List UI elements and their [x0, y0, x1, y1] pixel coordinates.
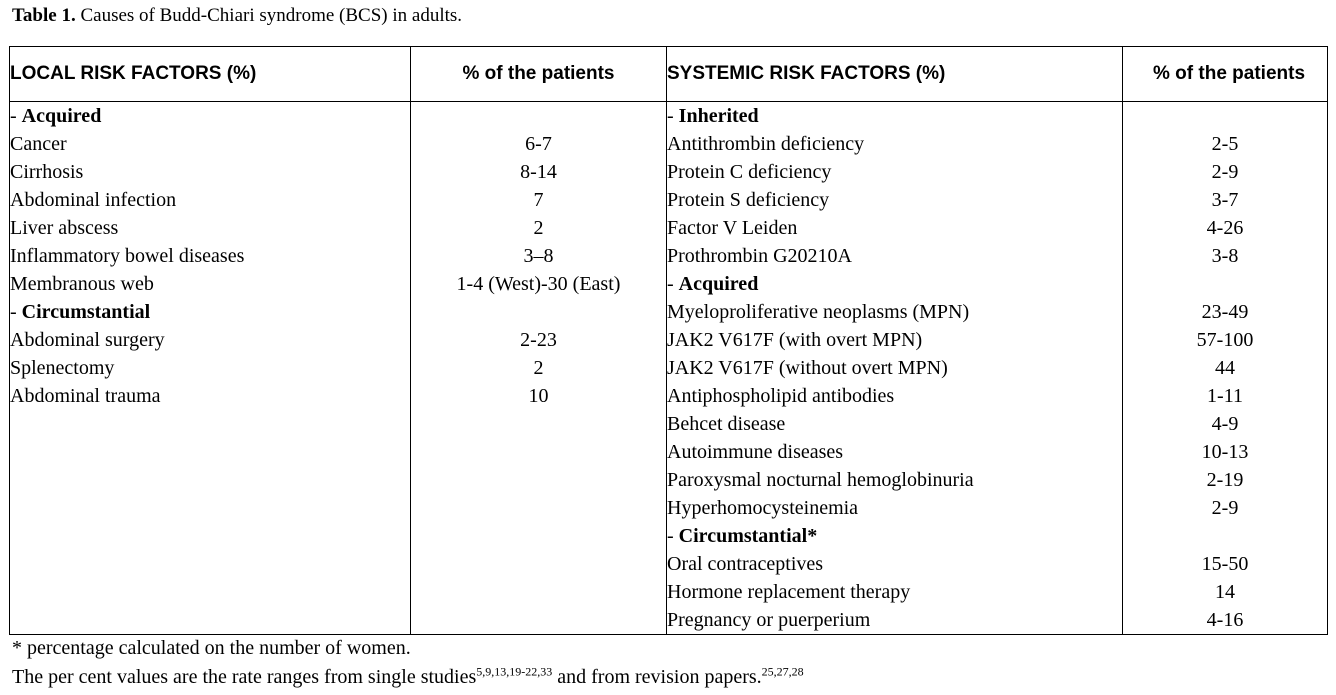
- right-risk-factor-cell: Antiphospholipid antibodies: [667, 382, 1123, 410]
- table-row: [10, 438, 1328, 466]
- right-risk-factor-cell: Oral contraceptives: [667, 550, 1123, 578]
- right-percent-cell: 2-9: [1123, 494, 1328, 522]
- right-percent-cell: 2-5: [1123, 130, 1328, 158]
- table-row: [10, 130, 1328, 158]
- left-category-cell: [10, 102, 411, 131]
- left-risk-factor-cell: Abdominal infection: [10, 186, 411, 214]
- left-risk-factor-cell: Abdominal surgery: [10, 326, 411, 354]
- right-risk-factor-cell: Myeloproliferative neoplasms (MPN): [667, 298, 1123, 326]
- category-label: Inherited: [678, 105, 759, 127]
- right-risk-factor-cell: Antithrombin deficiency: [667, 130, 1123, 158]
- table-body: [10, 102, 1328, 635]
- right-percent-cell: [1123, 102, 1328, 131]
- right-percent-cell: 3-7: [1123, 186, 1328, 214]
- right-percent-cell: [1123, 522, 1328, 550]
- right-percent-cell: 15-50: [1123, 550, 1328, 578]
- left-risk-factor-cell: [10, 606, 411, 635]
- right-category-cell: [667, 270, 1123, 298]
- left-percent-cell: 6-7: [411, 130, 667, 158]
- header-systemic-risk-factors: SYSTEMIC RISK FACTORS (%): [667, 47, 1123, 102]
- table-caption-label: Table 1.: [12, 5, 76, 26]
- left-risk-factor-cell: [10, 578, 411, 606]
- category-dash: -: [667, 105, 679, 127]
- left-percent-cell: [411, 522, 667, 550]
- left-percent-cell: [411, 410, 667, 438]
- left-risk-factor-cell: Cirrhosis: [10, 158, 411, 186]
- left-risk-factor-cell: Liver abscess: [10, 214, 411, 242]
- table-notes: [12, 634, 804, 692]
- right-percent-cell: 3-8: [1123, 242, 1328, 270]
- right-risk-factor-cell: Protein C deficiency: [667, 158, 1123, 186]
- left-percent-cell: 2: [411, 354, 667, 382]
- left-category-cell: [10, 298, 411, 326]
- risk-factors-table: [9, 46, 1328, 635]
- footnote-sources-text: The per cent values are the rate ranges from single studies: [12, 666, 477, 688]
- right-percent-cell: 1-11: [1123, 382, 1328, 410]
- right-risk-factor-cell: Prothrombin G20210A: [667, 242, 1123, 270]
- left-percent-cell: 7: [411, 186, 667, 214]
- table-header-row: [10, 47, 1328, 102]
- left-risk-factor-cell: [10, 438, 411, 466]
- left-risk-factor-cell: Cancer: [10, 130, 411, 158]
- category-label: Acquired: [21, 105, 102, 127]
- table-row: [10, 298, 1328, 326]
- right-percent-cell: 2-9: [1123, 158, 1328, 186]
- table-row: [10, 186, 1328, 214]
- table-row: [10, 466, 1328, 494]
- category-label: Circumstantial: [21, 301, 151, 323]
- right-risk-factor-cell: JAK2 V617F (without overt MPN): [667, 354, 1123, 382]
- left-percent-cell: 10: [411, 382, 667, 410]
- table-caption-text: Causes of Budd-Chiari syndrome (BCS) in adults.: [80, 5, 463, 26]
- left-percent-cell: [411, 606, 667, 635]
- header-local-percent: % of the patients: [411, 47, 667, 102]
- left-percent-cell: 2: [411, 214, 667, 242]
- table-row: [10, 102, 1328, 131]
- table-row: [10, 242, 1328, 270]
- left-risk-factor-cell: Inflammatory bowel diseases: [10, 242, 411, 270]
- footnote-sources-refs-reviews: 25,27,28: [761, 664, 804, 679]
- header-systemic-percent: % of the patients: [1123, 47, 1328, 102]
- footnote-sources-text-2: and from revision papers.: [552, 666, 762, 688]
- right-risk-factor-cell: Hormone replacement therapy: [667, 578, 1123, 606]
- category-dash: -: [10, 301, 22, 323]
- table-caption: [12, 5, 462, 27]
- category-label: Circumstantial*: [678, 525, 818, 547]
- left-risk-factor-cell: Abdominal trauma: [10, 382, 411, 410]
- left-percent-cell: [411, 578, 667, 606]
- left-percent-cell: [411, 494, 667, 522]
- left-risk-factor-cell: Membranous web: [10, 270, 411, 298]
- left-percent-cell: [411, 438, 667, 466]
- left-percent-cell: [411, 298, 667, 326]
- right-percent-cell: 2-19: [1123, 466, 1328, 494]
- table-row: [10, 382, 1328, 410]
- left-risk-factor-cell: [10, 550, 411, 578]
- table-row: [10, 270, 1328, 298]
- table-row: [10, 522, 1328, 550]
- table-row: [10, 158, 1328, 186]
- table-row: [10, 494, 1328, 522]
- right-risk-factor-cell: Pregnancy or puerperium: [667, 606, 1123, 635]
- table-row: [10, 326, 1328, 354]
- table-row: [10, 354, 1328, 382]
- right-percent-cell: 57-100: [1123, 326, 1328, 354]
- right-percent-cell: 4-26: [1123, 214, 1328, 242]
- header-local-risk-factors: LOCAL RISK FACTORS (%): [10, 47, 411, 102]
- left-percent-cell: [411, 466, 667, 494]
- footnote-sources-refs-studies: 5,9,13,19-22,33: [476, 664, 553, 679]
- left-percent-cell: [411, 550, 667, 578]
- right-percent-cell: 10-13: [1123, 438, 1328, 466]
- left-percent-cell: 8-14: [411, 158, 667, 186]
- right-risk-factor-cell: Behcet disease: [667, 410, 1123, 438]
- category-label: Acquired: [678, 273, 759, 295]
- category-dash: -: [667, 273, 679, 295]
- right-category-cell: [667, 522, 1123, 550]
- right-percent-cell: 4-16: [1123, 606, 1328, 635]
- category-dash: -: [667, 525, 679, 547]
- right-risk-factor-cell: Autoimmune diseases: [667, 438, 1123, 466]
- right-risk-factor-cell: Protein S deficiency: [667, 186, 1123, 214]
- right-risk-factor-cell: Paroxysmal nocturnal hemoglobinuria: [667, 466, 1123, 494]
- table-row: [10, 606, 1328, 635]
- right-risk-factor-cell: Hyperhomocysteinemia: [667, 494, 1123, 522]
- table-row: [10, 214, 1328, 242]
- left-percent-cell: 1-4 (West)-30 (East): [411, 270, 667, 298]
- left-risk-factor-cell: [10, 494, 411, 522]
- right-percent-cell: 23-49: [1123, 298, 1328, 326]
- table-row: [10, 410, 1328, 438]
- left-percent-cell: 2-23: [411, 326, 667, 354]
- right-percent-cell: 4-9: [1123, 410, 1328, 438]
- table-row: [10, 550, 1328, 578]
- footnote-women: * percentage calculated on the number of women.: [12, 637, 411, 659]
- left-risk-factor-cell: [10, 522, 411, 550]
- left-percent-cell: 3–8: [411, 242, 667, 270]
- right-category-cell: [667, 102, 1123, 131]
- right-risk-factor-cell: Factor V Leiden: [667, 214, 1123, 242]
- right-percent-cell: 14: [1123, 578, 1328, 606]
- left-risk-factor-cell: [10, 410, 411, 438]
- left-risk-factor-cell: Splenectomy: [10, 354, 411, 382]
- right-risk-factor-cell: JAK2 V617F (with overt MPN): [667, 326, 1123, 354]
- right-percent-cell: 44: [1123, 354, 1328, 382]
- left-risk-factor-cell: [10, 466, 411, 494]
- right-percent-cell: [1123, 270, 1328, 298]
- left-percent-cell: [411, 102, 667, 131]
- category-dash: -: [10, 105, 22, 127]
- footnote-sources: [12, 663, 804, 692]
- table-row: [10, 578, 1328, 606]
